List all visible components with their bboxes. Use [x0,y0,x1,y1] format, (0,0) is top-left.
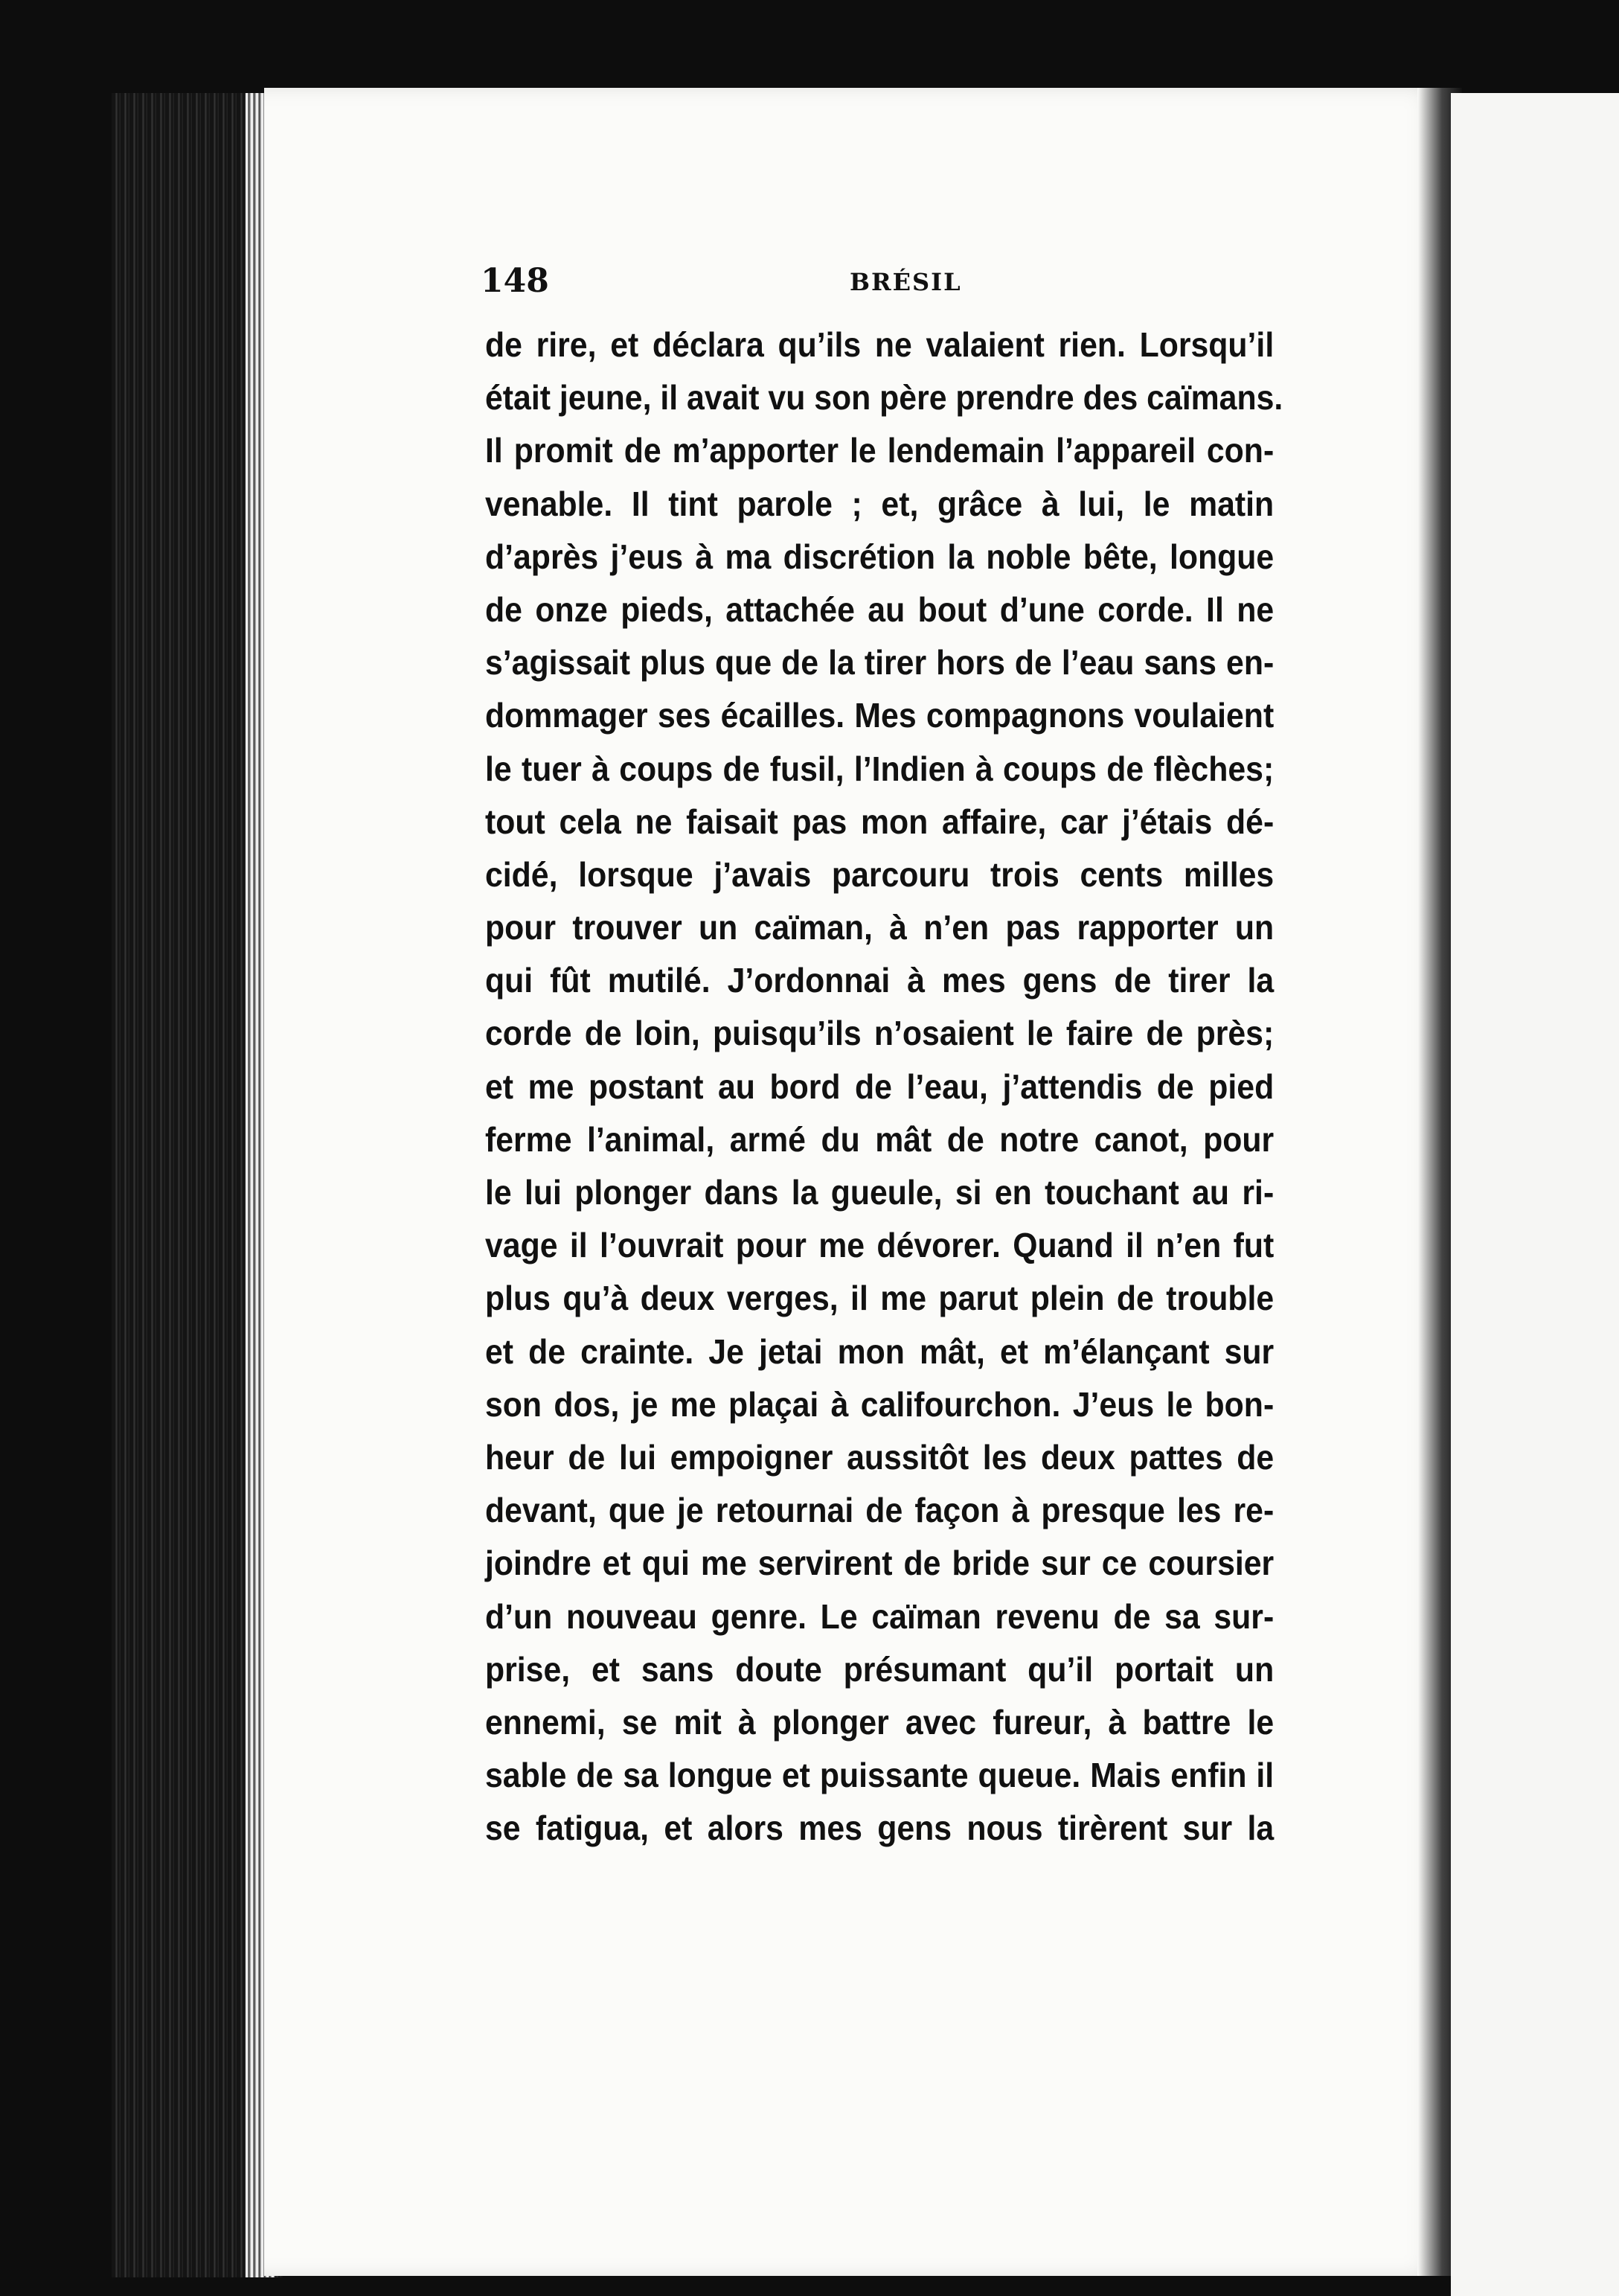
text-line: le tuer à coups de fusil, l’Indien à coups de flèches; [485,749,1275,788]
page-header [476,262,1309,314]
text-line: de onze pieds, attachée au bout d’une corde. Il ne [485,589,1275,629]
text-line: le lui plonger dans la gueule, si en touchant au ri- [485,1173,1275,1212]
text-line: Il promit de m’apporter le lendemain l’appareil con- [485,431,1275,470]
text-line: sable de sa longue et puissante queue. Mais enfin il [485,1756,1275,1795]
text-line: prise, et sans doute présumant qu’il portait un [485,1649,1275,1689]
text-line: devant, que je retournai de façon à presque les re- [485,1491,1275,1530]
text-line: joindre et qui me servirent de bride sur ce coursier [485,1544,1275,1583]
text-line: cidé, lorsque j’avais parcouru trois cents milles [485,854,1275,894]
text-line: d’après j’eus à ma discrétion la noble bête, longue [485,537,1275,576]
text-line: ferme l’animal, armé du mât de notre canot, pour [485,1119,1275,1159]
text-line: vage il l’ouvrait pour me dévorer. Quand il n’en fut [485,1226,1275,1265]
text-line: était jeune, il avait vu son père prendre des caïmans. [485,378,1283,418]
text-line: ennemi, se mit à plonger avec fureur, à battre le [485,1702,1275,1742]
text-line: et me postant au bord de l’eau, j’attendis de pied [485,1067,1275,1106]
text-line: son dos, je me plaçai à califourchon. J’eus le bon- [485,1384,1275,1424]
text-line: tout cela ne faisait pas mon affaire, car j’étais dé- [485,802,1275,841]
right-page [1451,93,1619,2296]
text-line: et de crainte. Je jetai mon mât, et m’élançant sur [485,1331,1275,1371]
text-line: heur de lui empoigner aussitôt les deux pattes de [485,1437,1275,1477]
text-line: d’un nouveau genre. Le caïman revenu de sa sur- [485,1596,1275,1636]
running-head: BRÉSIL [850,268,962,296]
text-line: corde de loin, puisqu’ils n’osaient le faire de près; [485,1014,1275,1053]
text-line: qui fût mutilé. J’ordonnai à mes gens de tirer la [485,961,1275,1000]
body-text [485,319,1283,1855]
text-line: pour trouver un caïman, à n’en pas rapporter un [485,908,1275,947]
text-line: de rire, et déclara qu’ils ne valaient rien. Lorsqu’il [485,325,1275,364]
text-line: plus qu’à deux verges, il me parut plein de trouble [485,1279,1275,1318]
text-line: venable. Il tint parole ; et, grâce à lui, le matin [485,484,1275,523]
text-line: dommager ses écailles. Mes compagnons voulaient [485,696,1275,735]
text-line: s’agissait plus que de la tirer hors de l’eau sans en- [485,643,1275,682]
text-line: se fatigua, et alors mes gens nous tirèrent sur la [485,1809,1275,1848]
page-number: 148 [481,262,549,300]
